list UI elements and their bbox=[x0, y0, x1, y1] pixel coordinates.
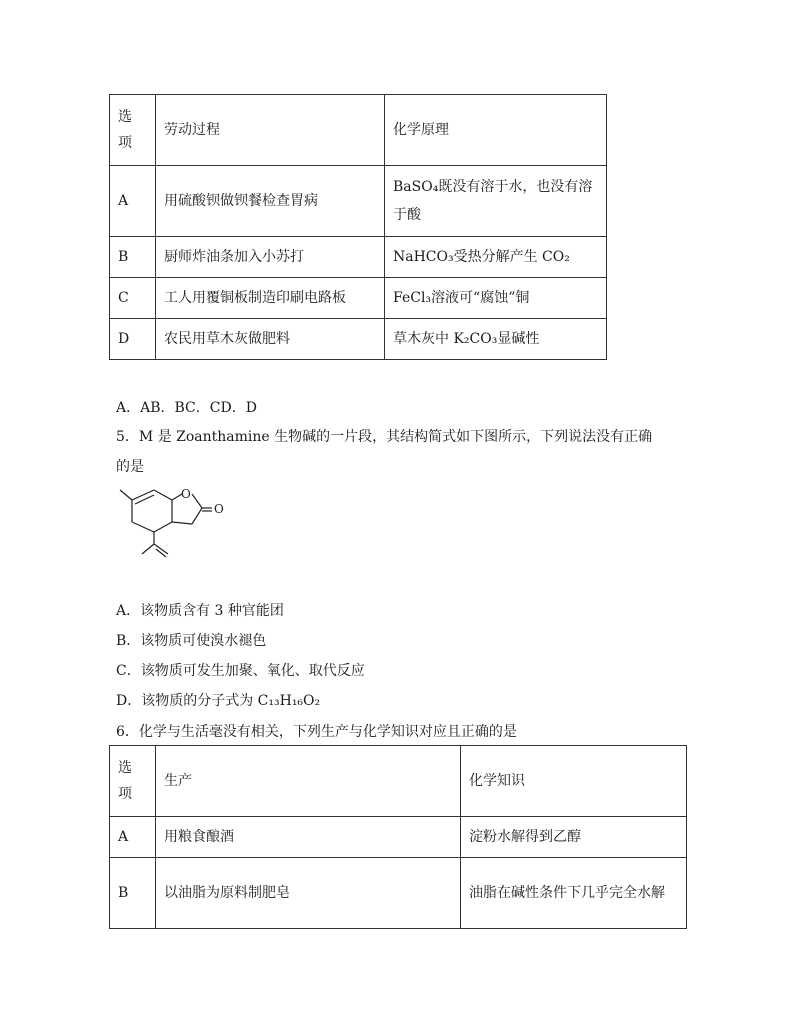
molecule-structure-diagram bbox=[112, 478, 232, 568]
table-header-row bbox=[110, 746, 687, 817]
question6-stem: 6．化学与生活毫没有相关，下列生产与化学知识对应且正确的是 bbox=[116, 724, 517, 740]
header-principle: 化学原理 bbox=[385, 95, 607, 166]
row-production: 以油脂为原料制肥皂 bbox=[156, 858, 461, 929]
table-row bbox=[110, 237, 607, 278]
row-option: B bbox=[110, 858, 156, 929]
row-principle: NaHCO₃受热分解产生 CO₂ bbox=[385, 237, 607, 278]
q5-option-d: D．该物质的分子式为 C₁₃H₁₆O₂ bbox=[116, 693, 321, 709]
header-option: 选 项 bbox=[110, 95, 156, 166]
row-option: C bbox=[110, 278, 156, 319]
question5-stem-cont: 的是 bbox=[116, 459, 144, 475]
q5-option-c: C．该物质可发生加聚、氧化、取代反应 bbox=[116, 663, 365, 679]
question5-stem: 5．M 是 Zoanthamine 生物碱的一片段，其结构简式如下图所示，下列说法没有正确 bbox=[116, 429, 653, 445]
carbonyl-oxygen-label: O bbox=[214, 502, 224, 516]
row-knowledge: 淀粉水解得到乙醇 bbox=[461, 817, 687, 858]
row-principle: FeCl₃溶液可“腐蚀”铜 bbox=[385, 278, 607, 319]
q5-option-b: B．该物质可使溴水褪色 bbox=[116, 633, 267, 649]
header-knowledge: 化学知识 bbox=[461, 746, 687, 817]
table-row bbox=[110, 817, 687, 858]
row-process: 厨师炸油条加入小苏打 bbox=[156, 237, 385, 278]
row-process: 工人用覆铜板制造印刷电路板 bbox=[156, 278, 385, 319]
question4-table bbox=[109, 94, 607, 360]
header-production: 生产 bbox=[156, 746, 461, 817]
row-process: 用硫酸钡做钡餐检查胃病 bbox=[156, 166, 385, 237]
table-row bbox=[110, 278, 607, 319]
header-option: 选 项 bbox=[110, 746, 156, 817]
ring-oxygen-label: O bbox=[181, 487, 191, 501]
row-option: D bbox=[110, 319, 156, 360]
answer-options-line: A．AB．BC．CD．D bbox=[116, 400, 257, 416]
header-process: 劳动过程 bbox=[156, 95, 385, 166]
table-row bbox=[110, 166, 607, 237]
row-knowledge: 油脂在碱性条件下几乎完全水解 bbox=[461, 858, 687, 929]
row-option: A bbox=[110, 166, 156, 237]
row-principle: BaSO₄既没有溶于水，也没有溶于酸 bbox=[385, 166, 607, 237]
table-row bbox=[110, 319, 607, 360]
row-production: 用粮食酿酒 bbox=[156, 817, 461, 858]
table-row bbox=[110, 858, 687, 929]
table-header-row bbox=[110, 95, 607, 166]
row-option: B bbox=[110, 237, 156, 278]
row-process: 农民用草木灰做肥料 bbox=[156, 319, 385, 360]
row-option: A bbox=[110, 817, 156, 858]
q5-option-a: A．该物质含有 3 种官能团 bbox=[116, 603, 284, 619]
row-principle: 草木灰中 K₂CO₃显碱性 bbox=[385, 319, 607, 360]
question6-table bbox=[109, 745, 687, 929]
